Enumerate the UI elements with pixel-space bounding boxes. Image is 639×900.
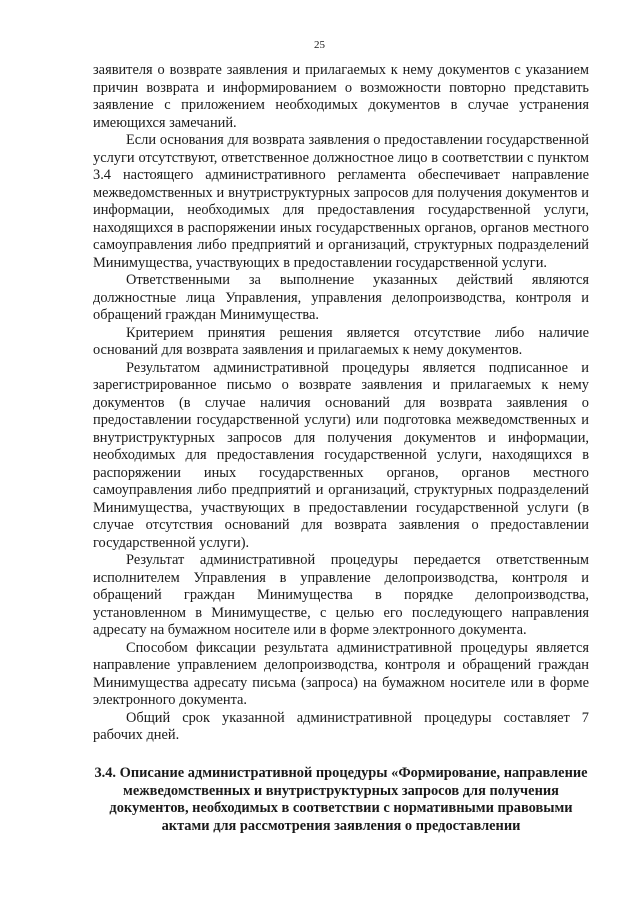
paragraph-fixation-method: Способом фиксации результата административной процедуры является направление управлением делопроизводства, контроля и обращений граждан Минимущества адресату письма (запроса) на бумажном носителе или в форме электронного документа. (93, 639, 589, 708)
paragraph-responsible: Ответственными за выполнение указанных действий являются должностные лица Управления, управления делопроизводства, контроля и обращений граждан Минимущества. (93, 272, 589, 323)
page-number: 25 (314, 39, 325, 51)
paragraph-no-grounds: Если основания для возврата заявления о предоставлении государственной услуги отсутствуют, ответственное должностное лицо в соответствии с пунктом 3.4 настоящего административного регламента обеспечивает направление межведомственных и внутриструктурных запросов для получения документов и информации, необходимых для предоставления государственной услуги, находящихся в распоряжении иных государственных органов, органов местного самоуправления либо предприятий и организаций, структурных подразделений Минимущества, участвующих в предоставлении государственной услуги. (93, 132, 589, 271)
section-heading: 3.4. Описание административной процедуры «Формирование, направление межведомственных и внутриструктурных запросов для получения документов, необходимых в соответствии с нормативными правовыми актами для рассмотрения заявления о предоставлении (94, 765, 588, 834)
paragraph-result-transfer: Результат административной процедуры передается ответственным исполнителем Управления в управление делопроизводства, контроля и обращений граждан Минимущества в порядке делопроизводства, установленном в Минимуществе, с целью его последующего направления адресату на бумажном носителе или в форме электронного документа. (93, 552, 589, 638)
paragraph-criterion: Критерием принятия решения является отсутствие либо наличие оснований для возврата заявления и прилагаемых к нему документов. (93, 324, 589, 358)
body-text (93, 62, 589, 745)
paragraph-total-term: Общий срок указанной административной процедуры составляет 7 рабочих дней. (93, 709, 589, 743)
paragraph-result: Результатом административной процедуры является подписанное и зарегистрированное письмо о возврате заявления и прилагаемых к нему документов (в случае наличия оснований для возврата заявления о предоставлении государственной услуги) или подготовка межведомственных и внутриструктурных запросов для получения документов и информации, необходимых для предоставления государственной услуги, находящихся в распоряжении иных государственных органов, органов местного самоуправления либо предприятий и организаций, структурных подразделений Минимущества, участвующих в предоставлении государственной услуги (в случае отсутствия оснований для возврата заявления о предоставлении государственной услуги). (93, 359, 589, 551)
paragraph-continuation: заявителя о возврате заявления и прилагаемых к нему документов с указанием причин возврата и информированием о возможности повторно представить заявление с приложением необходимых документов в случае устранения имеющихся замечаний. (93, 62, 589, 131)
